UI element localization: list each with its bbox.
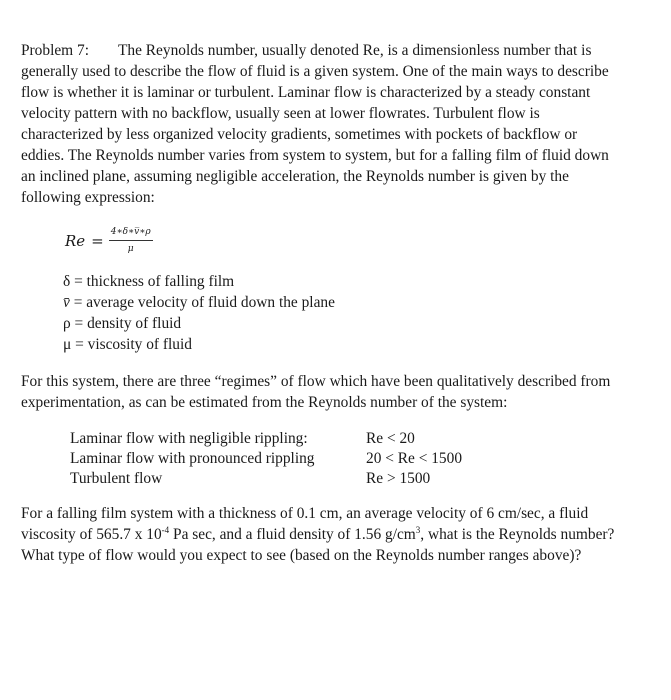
formula-numerator: 4∗δ∗v̅∗ρ bbox=[109, 227, 153, 241]
problem-label: Problem 7: bbox=[21, 42, 89, 59]
regime-range: 20 < Re < 1500 bbox=[366, 450, 463, 467]
regime-row bbox=[70, 468, 462, 488]
definition-viscosity: μ = viscosity of fluid bbox=[63, 336, 192, 353]
regimes-intro-line-1: For this system, there are three “regimes” of flow which have been qualitatively described from bbox=[21, 373, 611, 390]
question-line-2: viscosity of 565.7 x $10^{-4}$ Pa sec, and a fluid density of 1.56 $g/cm^3$, what is the Reynolds number? bbox=[21, 525, 615, 543]
regime-row bbox=[70, 448, 462, 468]
intro-line-2: generally used to describe the flow of fluid is a given system. One of the main ways to describe bbox=[21, 63, 609, 80]
regimes-intro bbox=[21, 371, 610, 413]
formula-lhs: Re bbox=[65, 231, 86, 250]
reynolds-formula bbox=[65, 227, 153, 255]
formula-fraction bbox=[109, 227, 153, 255]
intro-line-1: Problem 7: The Reynolds number, usually denoted Re, is a dimensionless number that is bbox=[21, 42, 592, 59]
intro-line-4: velocity pattern with no backflow, usually seen at lower flowrates. Turbulent flow is bbox=[21, 105, 540, 122]
exponent-three: 3 bbox=[415, 525, 421, 535]
regime-range: Re < 20 bbox=[366, 430, 415, 447]
intro-line-5: characterized by less organized velocity gradients, sometimes with pockets of backflow or bbox=[21, 126, 578, 143]
intro-line-7: an inclined plane, assuming negligible acceleration, the Reynolds number is given by the bbox=[21, 168, 569, 185]
regime-range: Re > 1500 bbox=[366, 470, 431, 487]
regimes-table bbox=[70, 428, 462, 488]
question-paragraph bbox=[21, 503, 614, 566]
exponent-minus-four: -4 bbox=[161, 525, 170, 535]
question-line-1: For a falling film system with a thickness of 0.1 cm, an average velocity of 6 cm/sec, a fluid bbox=[21, 505, 589, 522]
regime-name: Laminar flow with pronounced rippling bbox=[70, 450, 315, 467]
intro-line-6: eddies. The Reynolds number varies from system to system, but for a falling film of fluid down bbox=[21, 147, 609, 164]
regime-row bbox=[70, 428, 462, 448]
intro-line-8: following expression: bbox=[21, 189, 155, 206]
definition-density: ρ = density of fluid bbox=[63, 315, 182, 332]
regimes-intro-line-2: experimentation, as can be estimated from the Reynolds number of the system: bbox=[21, 394, 508, 411]
formula-equals: = bbox=[91, 231, 104, 250]
regime-name: Laminar flow with negligible rippling: bbox=[70, 430, 308, 447]
definition-delta: δ = thickness of falling film bbox=[63, 273, 235, 290]
variable-definitions bbox=[63, 271, 335, 355]
definition-velocity: v̄ = average velocity of fluid down the plane bbox=[63, 294, 335, 311]
regime-name: Turbulent flow bbox=[70, 470, 163, 487]
intro-paragraph bbox=[21, 40, 661, 208]
intro-line-3: flow is whether it is laminar or turbulent. Laminar flow is characterized by a steady constant bbox=[21, 84, 591, 101]
formula-denominator: μ bbox=[127, 244, 134, 254]
question-line-3: What type of flow would you expect to see (based on the Reynolds number ranges above)? bbox=[21, 547, 582, 564]
